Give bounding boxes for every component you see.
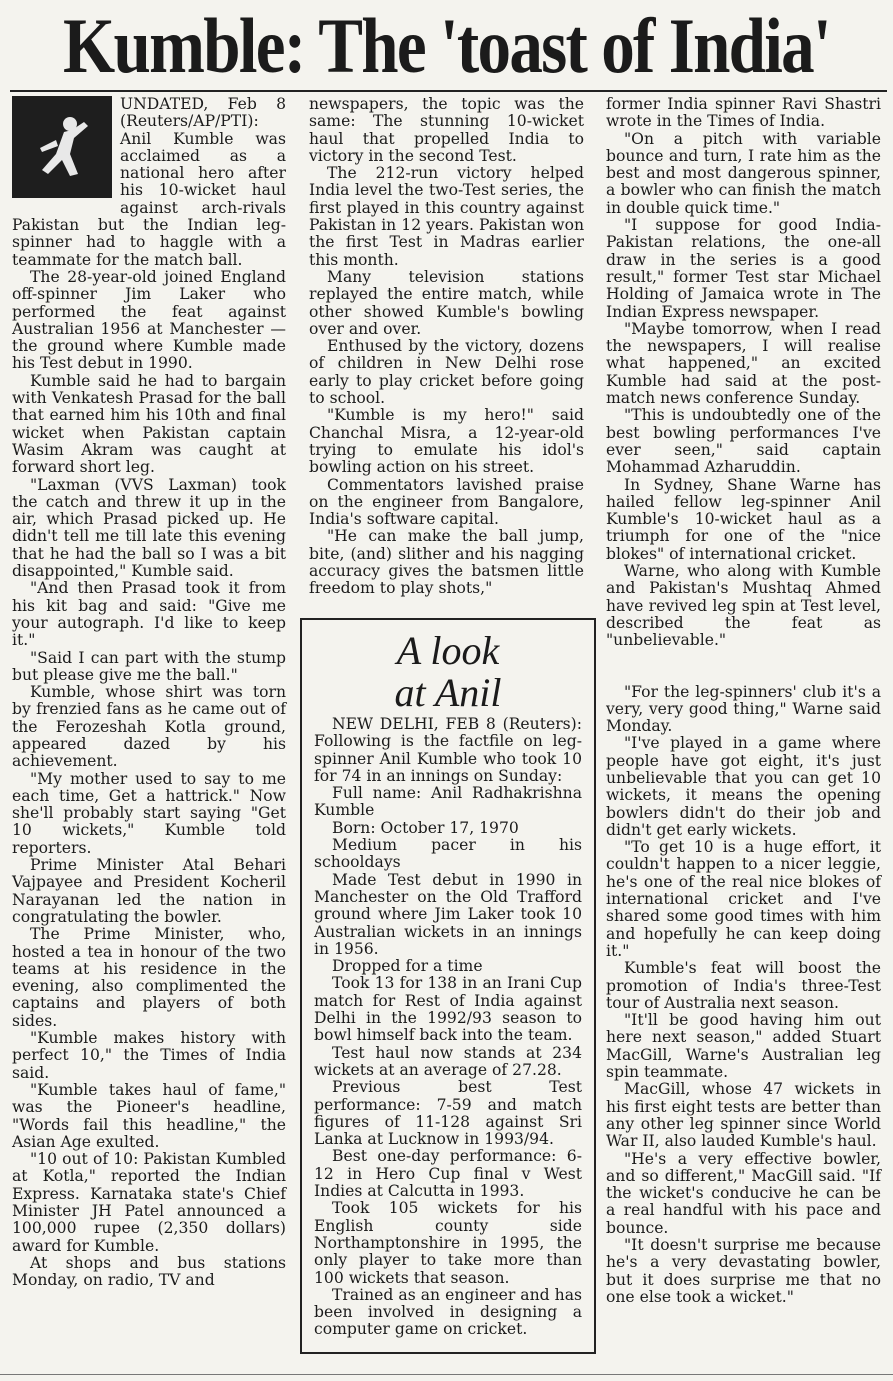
factfile-paragraph: Previous best Test performance: 7-59 and match figures of 11-128 against Sri Lanka at Lucknow in 1993/94. [314, 1078, 582, 1149]
col3-paragraph: former India spinner Ravi Shastri wrote in the Times of India. [606, 95, 881, 131]
col3-paragraph: "For the leg-spinners' club it's a very, very good thing," Warne said Monday. [606, 682, 881, 736]
col1-paragraph: The 28-year-old joined England off-spinner Jim Laker who performed the feat against Australian 1956 at Manchester — the ground where Kumble made his Test debut in 1990. [12, 267, 286, 373]
factfile-paragraph: Trained as an engineer and has been involved in designing a computer game on cricket. [314, 1285, 582, 1339]
article-column-3 [606, 96, 881, 1306]
bottom-rule [0, 1374, 893, 1375]
col3-paragraph: "It'll be good having him out here next season," added Stuart MacGill, Warne's Australian leg spin teammate. [606, 1011, 881, 1082]
col1-paragraph: At shops and bus stations Monday, on radio, TV and [12, 1253, 286, 1290]
col3-paragraph: "On a pitch with variable bounce and turn, I rate him as the best and most dangerous spinner, a bowler who can finish the match in double quick time." [606, 129, 881, 217]
col3-paragraph: "I suppose for good India-Pakistan relations, the one-all draw in the series is a good result," former Test star Michael Holding of Jamaica wrote in The Indian Express newspaper. [606, 216, 881, 321]
col1-paragraph: "Kumble makes history with perfect 10," the Times of India said. [12, 1029, 286, 1082]
col1-paragraph: "Said I can part with the stump but please give me the ball." [12, 648, 286, 684]
cricket-bowler-icon [12, 96, 112, 198]
factfile-paragraph: Test haul now stands at 234 wickets at an average of 27.28. [314, 1043, 582, 1079]
headline-rule [10, 90, 887, 92]
col1-paragraph: Prime Minister Atal Behari Vajpayee and President Kocheril Narayanan led the nation in congratulating the bowler. [12, 856, 286, 926]
col3-paragraph: "It doesn't surprise me because he's a very devastating bowler, but it does surprise me that no one else took a wicket." [606, 1236, 881, 1306]
col1-paragraph: "Laxman (VVS Laxman) took the catch and threw it up in the air, which Prasad picked up. He didn't tell me till late this evening that he had the ball so I was a bit disappointed," Kumble said. [12, 475, 286, 581]
col3-paragraph: In Sydney, Shane Warne has hailed fellow leg-spinner Anil Kumble's 10-wicket haul as a triumph for one of the "nice blokes" of international cricket. [606, 475, 881, 563]
article-column-2 [309, 96, 584, 598]
col2-paragraph: Many television stations replayed the entire match, while other showed Kumble's bowling over and over. [309, 267, 584, 338]
factfile-paragraph: Medium pacer in his schooldays [314, 836, 582, 872]
col3-paragraph: "This is undoubtedly one of the best bowling performances I've ever seen," said captain Mohammad Azharuddin. [606, 406, 881, 477]
factfile-paragraph: NEW DELHI, FEB 8 (Reuters): Following is the factfile on leg-spinner Anil Kumble who took 10 for 74 in an innings on Sunday: [314, 715, 582, 785]
article-column-1 [12, 96, 286, 1289]
factfile-paragraph: Made Test debut in 1990 in Manchester on the Old Trafford ground where Jim Laker took 10 Australian wickets in an innings in 1956. [314, 870, 582, 958]
factfile-paragraph: Full name: Anil Radhakrishna Kumble [314, 784, 582, 820]
factfile-paragraph: Best one-day performance: 6-12 in Hero Cup final v West Indies at Calcutta in 1993. [314, 1147, 582, 1201]
col1-paragraph: Kumble said he had to bargain with Venkatesh Prasad for the ball that earned him his 10th and final wicket when Pakistan captain Wasim Akram was caught at forward short leg. [12, 371, 286, 477]
col3-paragraph: "He's a very effective bowler, and so different," MacGill said. "If the wicket's conducive he can be a real handful with his pace and bounce. [606, 1149, 881, 1237]
col1-paragraph: "10 out of 10: Pakistan Kumbled at Kotla," reported the Indian Express. Karnataka state's Chief Minister JH Patel announced a 100,000 rupee (2,350 dollars) award for Kumble. [12, 1150, 286, 1255]
factfile-paragraph: Dropped for a time [332, 957, 483, 976]
col1-paragraph: UNDATED, Feb 8 (Reuters/AP/PTI): Anil Kumble was acclaimed as a national hero after his 10-wicket haul against arch-rivals Pakistan but the Indian leg-spinner had to haggle with a teammate for the match ball. [12, 95, 286, 269]
col2-paragraph: "He can make the ball jump, bite, (and) slither and his nagging accuracy gives the batsmen little freedom to play shots," [309, 527, 584, 598]
factfile-paragraph: Born: October 17, 1970 [332, 818, 519, 837]
col1-paragraph: The Prime Minister, who, hosted a tea in honour of the two teams at his residence in the evening, also complimented the captains and players of both sides. [12, 925, 286, 1030]
col1-paragraph: Kumble, whose shirt was torn by frenzied fans as he came out of the Ferozeshah Kotla ground, appeared dazed by his achievement. [12, 683, 286, 771]
col3-paragraph: Kumble's feat will boost the promotion of India's three-Test tour of Australia next season. [606, 959, 881, 1012]
factfile-title-line1: A look [396, 628, 500, 673]
factfile-title-line2: at Anil [394, 670, 502, 715]
col3-paragraph: Warne, who along with Kumble and Pakistan's Mushtaq Ahmed have revived leg spin at Test level, described the feat as "unbelievable." [606, 562, 881, 650]
col1-paragraph: "And then Prasad took it from his kit bag and said: "Give me your autograph. I'd like to keep it." [12, 579, 286, 650]
col2-paragraph: "Kumble is my hero!" said Chanchal Misra, a 12-year-old trying to emulate his idol's bowling action on his street. [309, 406, 584, 477]
factfile-text [314, 716, 582, 1339]
col2-paragraph: Enthused by the victory, dozens of children in New Delhi rose early to play cricket before going to school. [309, 337, 584, 408]
headline: Kumble: The 'toast of India' [63, 2, 830, 89]
col2-paragraph: The 212-run victory helped India level the two-Test series, the first played in this country against Pakistan in 12 years. Pakistan won the first Test in Madras earlier this month. [309, 164, 584, 269]
col1-paragraph: "My mother used to say to me each time, Get a hattrick." Now she'll probably start saying "Get 10 wickets," Kumble told reporters. [12, 769, 286, 857]
col2-paragraph: newspapers, the topic was the same: The stunning 10-wicket haul that propelled India to victory in the second Test. [309, 95, 584, 165]
factfile-box [300, 618, 596, 1354]
col3-paragraph: "To get 10 is a huge effort, it couldn't happen to a nicer leggie, he's one of the real nice blokes of international cricket and I've shared some good times with him and hopefully he can keep doing it." [606, 838, 881, 960]
col2-paragraph: Commentators lavished praise on the engineer from Bangalore, India's software capital. [309, 475, 584, 529]
col1-paragraph: "Kumble takes haul of fame," was the Pioneer's headline, "Words fail this headline," the Asian Age exulted. [12, 1080, 286, 1151]
col3-paragraph: MacGill, whose 47 wickets in his first eight tests are better than any other leg spinner since World War II, also lauded Kumble's haul. [606, 1080, 881, 1151]
factfile-paragraph: Took 13 for 138 in an Irani Cup match for Rest of India against Delhi in the 1992/93 season to bowl himself back into the team. [314, 974, 582, 1045]
col3-paragraph: "I've played in a game where people have got eight, it's just unbelievable that you can get 10 wickets, it means the opening bowlers didn't do their job and didn't get early wickets. [606, 734, 881, 839]
factfile-paragraph: Took 105 wickets for his English county side Northamptonshire in 1995, the only player to take more than 100 wickets that season. [314, 1199, 582, 1287]
col3-paragraph: "Maybe tomorrow, when I read the newspapers, I will realise what happened," an excited Kumble had said at the post-match news conference Sunday. [606, 319, 881, 408]
